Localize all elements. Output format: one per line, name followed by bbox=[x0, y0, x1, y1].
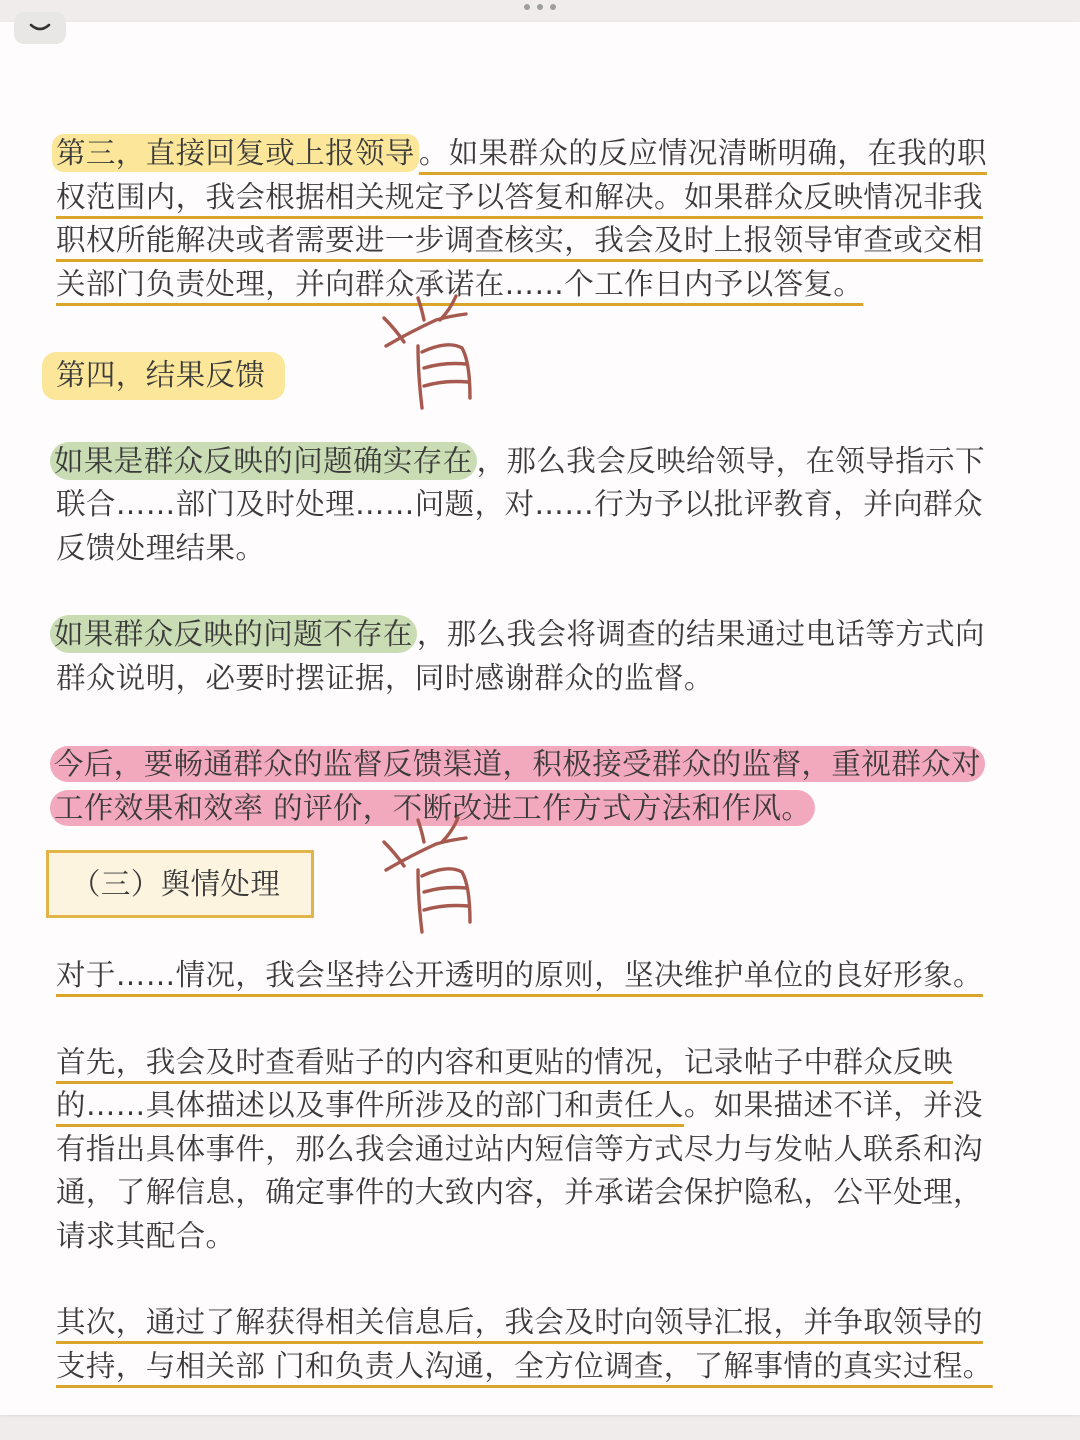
paragraph-future-supervision bbox=[56, 743, 1026, 830]
paragraph-first-check-posts: 首先，我会及时查看贴子的内容和更贴的情况，记录帖子中群众反映 的……具体描述以及事件所涉及的部门和责任人。如果描述不详，并没 有指出具体事件，那么我会通过站内短信等方式尽力与发帖人联系和沟 通，了解信息，确定事件的大致内容，并承诺会保护隐私，公平处理， 请求其配合。 bbox=[56, 1044, 983, 1253]
paragraph-problem-not-exists: 如果群众反映的问题不存在 ，那么我会将调查的结果通过电话等方式向 群众说明，必要时摆证据，同时感谢群众的监督。 bbox=[56, 613, 1026, 700]
paragraph-second-report: 其次，通过了解获得相关信息后，我会及时向领导汇报，并争取领导的 支持，与相关部 门和负责人沟通，全方位调查，了解事情的真实过程。 bbox=[56, 1305, 993, 1383]
paragraph-problem-exists: 如果是群众反映的问题确实存在 ，那么我会反映给领导，在领导指示下 联合……部门及时处理……问题，对……行为予以批评教育，并向群众 反馈处理结果。 bbox=[56, 440, 1026, 571]
handwritten-mark-1 bbox=[378, 290, 478, 415]
document-page bbox=[0, 22, 1080, 1415]
heading-result-feedback: 第四，结果反馈 bbox=[56, 352, 1026, 400]
more-dots-icon[interactable] bbox=[524, 4, 556, 14]
paragraph-transparency: 对于……情况，我会坚持公开透明的原则，坚决维护单位的良好形象。 bbox=[56, 958, 983, 992]
document-body bbox=[56, 132, 1026, 1388]
section-title-box: （三）舆情处理 bbox=[46, 850, 314, 918]
chevron-down-icon bbox=[29, 23, 51, 33]
section-public-opinion bbox=[56, 850, 1026, 918]
highlight-green: 如果群众反映的问题不存在 bbox=[50, 615, 417, 653]
highlight-yellow: 第三，直接回复或上报领导 bbox=[52, 134, 419, 172]
highlight-pink: 工作效果和效率 的评价，不断改进工作方式方法和作风。 bbox=[50, 790, 815, 826]
highlight-green: 如果是群众反映的问题确实存在 bbox=[50, 442, 477, 480]
highlight-pink: 今后，要畅通群众的监督反馈渠道，积极接受群众的监督，重视群众对 bbox=[50, 746, 985, 782]
collapse-button[interactable] bbox=[14, 12, 66, 44]
handwritten-mark-2 bbox=[378, 812, 478, 937]
paragraph-reply-or-report: 第三，直接回复或上报领导 。如果群众的反应情况清晰明确，在我的职 权范围内，我会根据相关规定予以答复和解决。如果群众反映情况非我 职权所能解决或者需要进一步调查核实，我会及时上报领导审查或交相 关部门负责处理，并向群众承诺在……个工作日内予以答复。 bbox=[56, 132, 1026, 306]
